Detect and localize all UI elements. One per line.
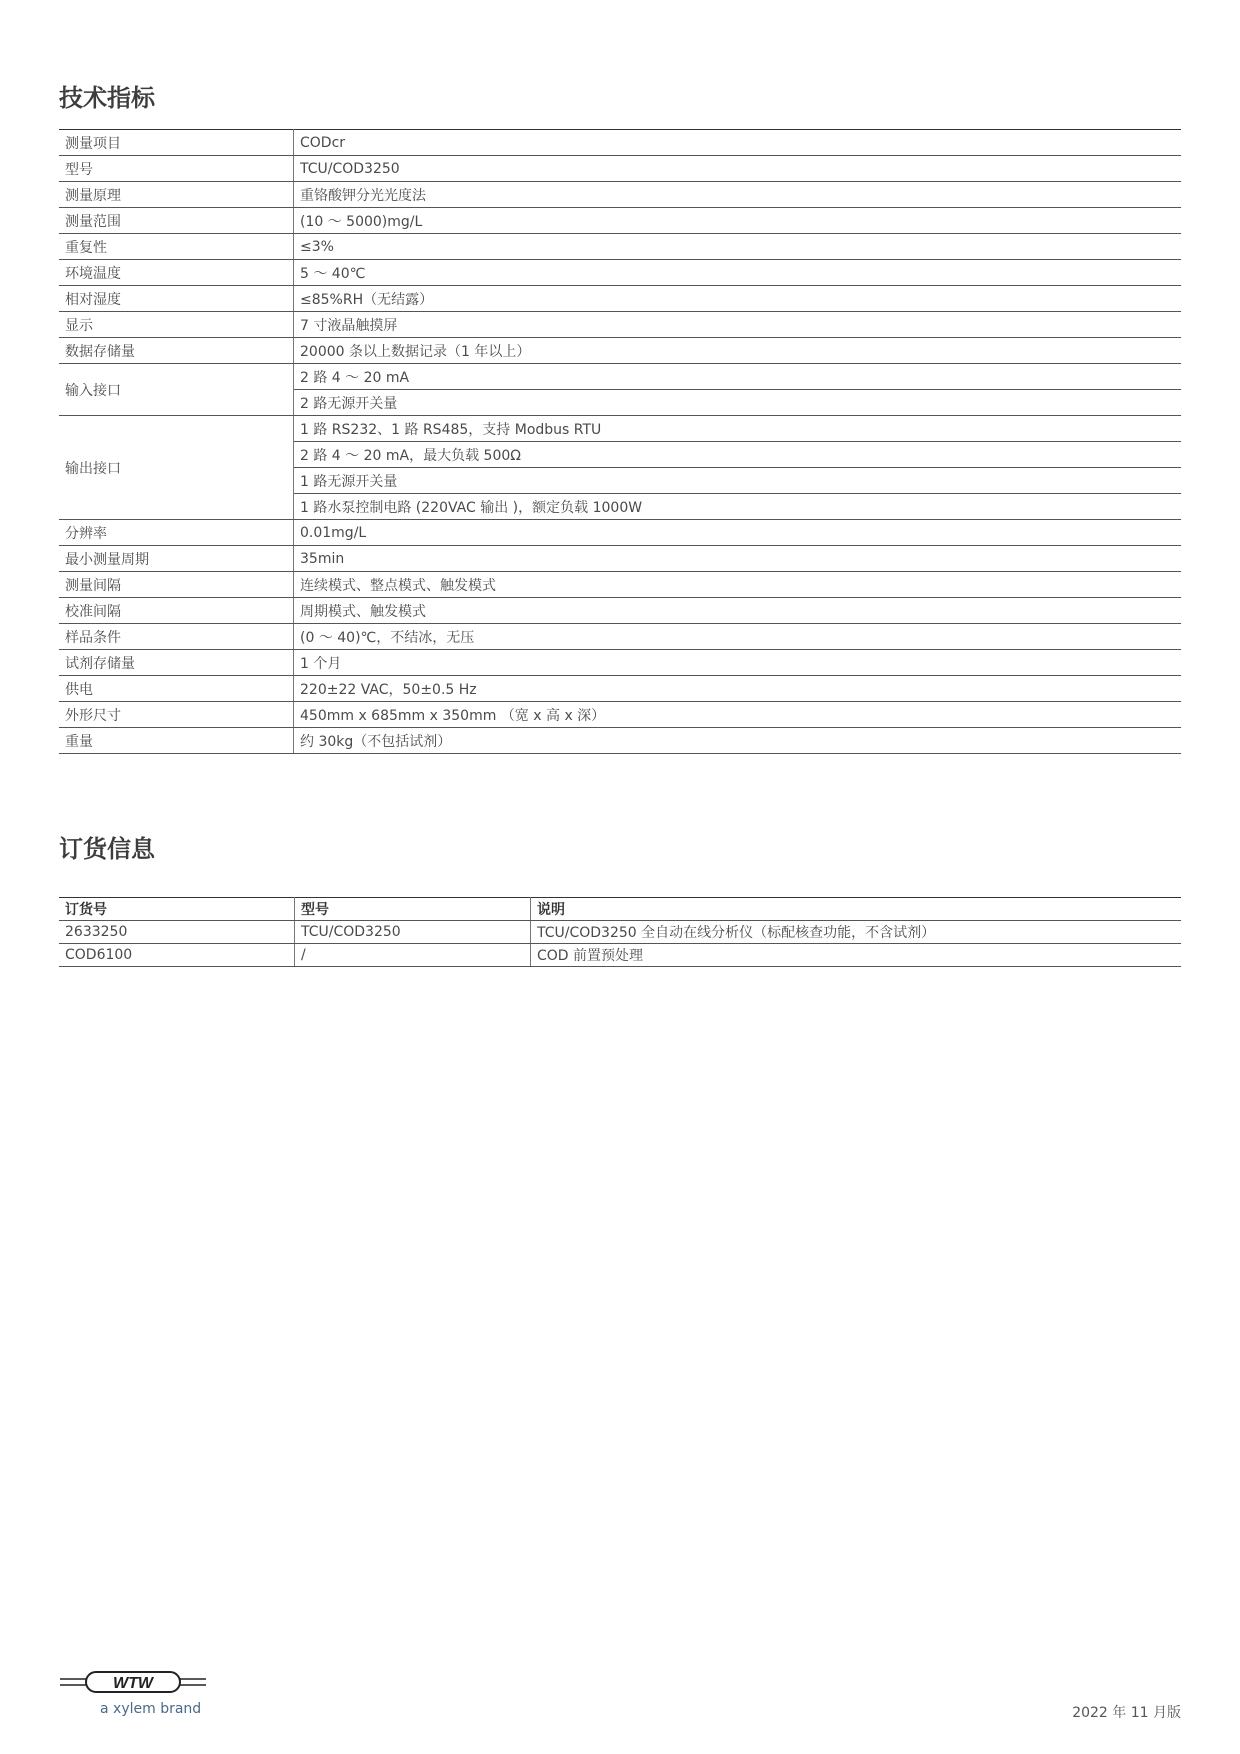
spec-label: 测量项目 (59, 130, 294, 156)
spec-label: 测量间隔 (59, 572, 294, 598)
table-row (59, 364, 1181, 390)
logo-text: WTW (113, 1675, 153, 1692)
order-table (59, 897, 1181, 967)
wtw-logo (58, 1666, 208, 1698)
description-cell: TCU/COD3250 全自动在线分析仪（标配核查功能，不含试剂） (531, 921, 1182, 944)
spec-label: 重量 (59, 728, 294, 754)
table-row (59, 130, 1181, 156)
spec-value: 约 30kg（不包括试剂） (294, 728, 1182, 754)
table-row (59, 416, 1181, 442)
order-section-title: 订货信息 (59, 835, 155, 863)
spec-value: 450mm x 685mm x 350mm （宽 x 高 x 深） (294, 702, 1182, 728)
spec-label: 供电 (59, 676, 294, 702)
column-header: 订货号 (59, 898, 295, 921)
spec-label: 分辨率 (59, 520, 294, 546)
spec-value: 周期模式、触发模式 (294, 598, 1182, 624)
spec-table (59, 129, 1181, 754)
spec-value: 220±22 VAC，50±0.5 Hz (294, 676, 1182, 702)
spec-value: ≤3% (294, 234, 1182, 260)
model-cell: TCU/COD3250 (295, 921, 531, 944)
edition-date: 2022 年 11 月版 (1072, 1705, 1181, 1721)
column-header: 型号 (295, 898, 531, 921)
description-cell: COD 前置预处理 (531, 944, 1182, 967)
spec-label: 相对湿度 (59, 286, 294, 312)
spec-label: 重复性 (59, 234, 294, 260)
spec-label: 测量范围 (59, 208, 294, 234)
input-interface-label: 输入接口 (59, 364, 294, 416)
spec-label: 环境温度 (59, 260, 294, 286)
table-header-row (59, 898, 1181, 921)
table-row (59, 520, 1181, 546)
table-row (59, 944, 1181, 967)
spec-value: 1 个月 (294, 650, 1182, 676)
spec-value: 0.01mg/L (294, 520, 1182, 546)
order-number-cell: COD6100 (59, 944, 295, 967)
spec-label: 校准间隔 (59, 598, 294, 624)
spec-label: 数据存储量 (59, 338, 294, 364)
table-row (59, 182, 1181, 208)
column-header: 说明 (531, 898, 1182, 921)
spec-value: 连续模式、整点模式、触发模式 (294, 572, 1182, 598)
spec-value: 1 路 RS232、1 路 RS485，支持 Modbus RTU (294, 416, 1182, 442)
spec-value: 重铬酸钾分光光度法 (294, 182, 1182, 208)
spec-value: 7 寸液晶触摸屏 (294, 312, 1182, 338)
spec-label: 显示 (59, 312, 294, 338)
spec-value: 35min (294, 546, 1182, 572)
table-row (59, 156, 1181, 182)
spec-value: 2 路 4 ～ 20 mA，最大负载 500Ω (294, 442, 1182, 468)
spec-value: 1 路无源开关量 (294, 468, 1182, 494)
spec-label: 外形尺寸 (59, 702, 294, 728)
table-row (59, 234, 1181, 260)
spec-label: 型号 (59, 156, 294, 182)
spec-label: 测量原理 (59, 182, 294, 208)
table-row (59, 624, 1181, 650)
model-cell: / (295, 944, 531, 967)
output-interface-label: 输出接口 (59, 416, 294, 520)
table-row (59, 676, 1181, 702)
table-row (59, 208, 1181, 234)
table-row (59, 546, 1181, 572)
spec-label: 最小测量周期 (59, 546, 294, 572)
spec-value: 1 路水泵控制电路 (220VAC 输出 )，额定负载 1000W (294, 494, 1182, 520)
table-row (59, 286, 1181, 312)
spec-value: CODcr (294, 130, 1182, 156)
brand-tagline: a xylem brand (100, 1701, 202, 1717)
spec-value: 5 ～ 40℃ (294, 260, 1182, 286)
table-row (59, 260, 1181, 286)
table-row (59, 728, 1181, 754)
table-row (59, 312, 1181, 338)
spec-value: 20000 条以上数据记录（1 年以上） (294, 338, 1182, 364)
spec-value: (0 ～ 40)℃，不结冰，无压 (294, 624, 1182, 650)
order-number-cell: 2633250 (59, 921, 295, 944)
table-row (59, 702, 1181, 728)
table-row (59, 572, 1181, 598)
table-row (59, 598, 1181, 624)
spec-label: 样品条件 (59, 624, 294, 650)
spec-value: (10 ～ 5000)mg/L (294, 208, 1182, 234)
table-row (59, 921, 1181, 944)
spec-label: 试剂存储量 (59, 650, 294, 676)
table-row (59, 338, 1181, 364)
spec-value: ≤85%RH（无结露） (294, 286, 1182, 312)
spec-section-title: 技术指标 (59, 84, 155, 112)
spec-value: 2 路 4 ～ 20 mA (294, 364, 1182, 390)
table-row (59, 650, 1181, 676)
spec-value: 2 路无源开关量 (294, 390, 1182, 416)
spec-value: TCU/COD3250 (294, 156, 1182, 182)
